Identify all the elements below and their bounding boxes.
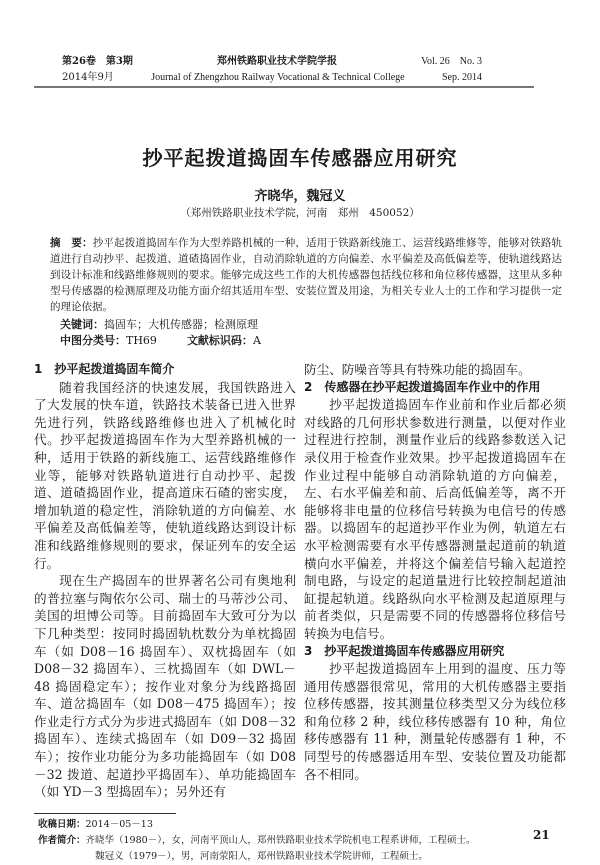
header-volume-issue-cn: 第26卷 第3期 (62, 56, 133, 67)
paragraph: 抄平起拨道捣固车作业前和作业后都必须对线路的几何形状参数进行测量，以便对作业过程进行控制，测量作业后的线路参数送入记录仪用于检查作业效果。抄平起拨道捣固车在作业过程中能够自动消除轨道的方向偏差，左、右水平偏差和前、后高低偏差等，离不开能够将非电量的位移信号转换为电信号的传感器。以捣固车的起道抄平作业为例，轨道左右水平检测需要有水平传感器测量起道前的轨道横向水平偏差，并将这个偏差信号输入起道控制电路，与设定的起道量进行比较控制起道油缸提起轨道。线路纵向水平检测及起道原理与前者类似，只是需要不同的传感器将位移信号转换为电信号。 (304, 397, 566, 641)
article-title: 抄平起拨道捣固车传感器应用研究 (142, 146, 458, 170)
keywords-text: 捣固车；大机传感器；检测原理 (104, 318, 258, 331)
paragraph: 随着我国经济的快速发展，我国铁路进入了大发展的快车道，铁路技术装备已进入世界先进行列，铁路线路维修也进入了机械化时代。抄平起拨道捣固车作为大型养路机械的一种，适用于铁路的新线施工、运营线路维修作业等，能够对铁路轨道进行自动抄平、起拨道、道碴捣固作业，提高道床石碴的密实度，增加轨道的稳定性，消除轨道的方向偏差、水平偏差及高低偏差等，使轨道线路达到设计标准和线路维修规则的要求，保证列车的安全运行。 (34, 379, 296, 571)
header-row-top (62, 52, 482, 67)
header-date-en: Sep. 2014 (442, 72, 482, 83)
bio-label: 作者简介： (38, 834, 86, 846)
section-heading: 3 抄平起拨道捣固车传感器应用研究 (304, 643, 505, 658)
left-column (34, 361, 296, 801)
header-row-bottom (62, 68, 482, 83)
paragraph: 现在生产捣固车的世界著名公司有奥地利的普拉塞与陶依尔公司、瑞士的马蒂沙公司、美国的坦博公司等。目前捣固车大致可分为以下几种类型：按同时捣固轨枕数分为单枕捣固车（如 D08－16 捣固车）、双枕捣固车（如 D08－32 捣固车）、三枕捣固车（如 DWL－48 捣固稳定车）；按作业对象分为线路捣固车、道岔捣固车（如 D08－475 捣固车）；按作业走行方式分为步进式捣固车（如 D08－32 捣固车）、连续式捣固车（如 D09－32 捣固车）；按作业功能分为多功能捣固车（如 D08－32 拨道、起道抄平捣固车）、单功能捣固车（如 YD－3 型捣固车）；另外还有 (34, 573, 296, 800)
header-date-cn: 2014年9月 (62, 72, 114, 83)
bio-text-1: 齐晓华（1980－），女，河南平顶山人，郑州铁路职业技术学院机电工程系讲师，工程硕士。 (85, 834, 476, 846)
paragraph: 抄平起拨道捣固车上用到的温度、压力等通用传感器很常见，常用的大机传感器主要指位移传感器，按其测量位移类型又分为线位移和角位移 2 种，线位移传感器有 10 种，角位移传感器有 11 种，测量轮传感器有 1 种，不同型号的传感器适用车型、安装位置及功能都各不相同。 (304, 661, 566, 782)
footnote-rule (34, 813, 176, 814)
section-heading: 2 传感器在抄平起拨道捣固车作业中的作用 (304, 379, 541, 394)
keywords (60, 317, 600, 333)
received-label: 收稿日期： (38, 818, 86, 830)
footnote-bio-1 (38, 833, 600, 849)
paragraph-continued: 防尘、防噪音等具有特殊功能的捣固车。 (304, 362, 531, 377)
article-affiliation: （郑州铁路职业技术学院，河南 郑州 450052） (180, 207, 420, 219)
abstract-text: 抄平起拨道捣固车作为大型养路机械的一种，适用于铁路新线施工、运营线路维修等，能够对铁路轨道进行自动抄平、起拨道、道碴捣固作业，自动消除轨道的方向偏差、水平偏差及高低偏差等，使轨道线路达到设计标准和线路维修规则的要求。能够完成这些工作的大机传感器包括线位移和角位移传感器，这里从多种型号传感器的检测原理及功能方面介绍其适用车型、安装位置及用途，为相关专业人士的工作和学习提供一定的理论依据。 (50, 237, 563, 313)
two-column-body (0, 361, 600, 801)
abstract-label: 摘 要： (50, 237, 93, 249)
keywords-label: 关键词： (60, 318, 104, 331)
right-column (304, 361, 566, 801)
doc-code-label: 文献标识码： (186, 334, 253, 347)
header-rule (34, 86, 534, 88)
header-journal-cn: 郑州铁路职业技术学院学报 (216, 56, 337, 67)
footnote-received (38, 817, 600, 833)
article-authors: 齐晓华，魏冠义 (254, 189, 346, 204)
header-volume-issue-en: Vol. 26 No. 3 (421, 56, 482, 67)
classification (60, 333, 600, 349)
clc-label: 中图分类号： (60, 334, 126, 347)
abstract (50, 235, 562, 315)
article-body (0, 144, 600, 865)
page-number: 21 (533, 828, 550, 842)
received-date: 2014－05－13 (85, 818, 153, 830)
header-journal-en: Journal of Zhengzhou Railway Vocational & Technical College (151, 72, 405, 83)
doc-code-value: A (252, 334, 261, 347)
section-heading: 1 抄平起拨道捣固车简介 (34, 362, 175, 376)
clc-value: TH69 (126, 334, 157, 347)
footnote-bio-2: 魏冠义（1979－），男，河南荥阳人，郑州铁路职业技术学院讲师，工程硕士。 (95, 850, 428, 862)
